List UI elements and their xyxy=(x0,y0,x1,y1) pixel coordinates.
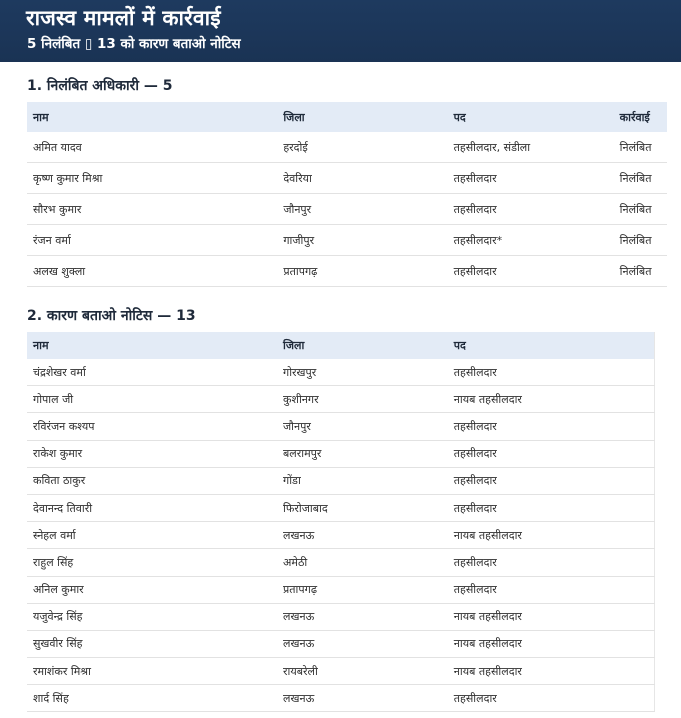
cell-name: अनिल कुमार xyxy=(27,576,277,603)
cell-post: नायब तहसीलदार xyxy=(448,386,655,413)
cell-post: नायब तहसीलदार xyxy=(448,522,655,549)
cell-name: रमाशंकर मिश्रा xyxy=(27,658,277,685)
cell-post: तहसीलदार* xyxy=(448,225,620,256)
cell-post: तहसीलदार xyxy=(448,440,655,467)
table-row xyxy=(27,132,667,163)
cell-district: फिरोजाबाद xyxy=(277,494,448,521)
table-row xyxy=(27,522,655,549)
column-header-district: जिला xyxy=(283,339,305,352)
cell-post: तहसीलदार xyxy=(448,256,620,287)
table-row xyxy=(27,630,655,657)
cell-post: तहसीलदार xyxy=(448,685,655,712)
cell-district: जौनपुर xyxy=(277,194,447,225)
cell-district: गोंडा xyxy=(277,467,448,494)
cell-action: निलंबित xyxy=(620,163,667,194)
cell-post: नायब तहसीलदार xyxy=(448,658,655,685)
cell-post: नायब तहसीलदार xyxy=(448,603,655,630)
column-header-post: पद xyxy=(453,339,466,352)
cell-post: तहसीलदार xyxy=(448,467,655,494)
cell-name: यजुवेन्द्र सिंह xyxy=(27,603,277,630)
cell-name: रविरंजन कश्यप xyxy=(27,413,277,440)
cell-district: प्रतापगढ़ xyxy=(277,256,447,287)
cell-post: नायब तहसीलदार xyxy=(448,630,655,657)
cell-district: अमेठी xyxy=(277,549,448,576)
cell-action: निलंबित xyxy=(620,225,667,256)
suspended-officers-table xyxy=(27,102,667,287)
cell-name: गोपाल जी xyxy=(27,386,277,413)
cell-post: तहसीलदार, संडीला xyxy=(448,132,620,163)
column-header-action: कार्रवाई xyxy=(619,110,650,124)
table-row xyxy=(27,658,655,685)
cell-district: जौनपुर xyxy=(277,413,448,440)
cell-post: तहसीलदार xyxy=(448,359,655,386)
cell-name: चंद्रशेखर वर्मा xyxy=(27,359,277,386)
cell-action: निलंबित xyxy=(620,194,667,225)
section-heading-suspended: 1. निलंबित अधिकारी — 5 xyxy=(27,78,173,94)
column-header-name: नाम xyxy=(33,339,49,352)
cell-name: सौरभ कुमार xyxy=(27,194,277,225)
section-heading-show-cause: 2. कारण बताओ नोटिस — 13 xyxy=(27,308,196,324)
table-row xyxy=(27,256,667,287)
column-header-post: पद xyxy=(453,110,466,124)
cell-action: निलंबित xyxy=(620,132,667,163)
table-row xyxy=(27,163,667,194)
table-row xyxy=(27,603,655,630)
cell-district: हरदोई xyxy=(277,132,447,163)
table-row xyxy=(27,440,655,467)
cell-district: लखनऊ xyxy=(277,603,448,630)
table-row xyxy=(27,685,655,712)
column-header-district: जिला xyxy=(283,110,305,124)
cell-post: तहसीलदार xyxy=(448,576,655,603)
cell-post: तहसीलदार xyxy=(448,494,655,521)
cell-district: कुशीनगर xyxy=(277,386,448,413)
show-cause-notice-body xyxy=(27,359,655,712)
cell-name: देवानन्द तिवारी xyxy=(27,494,277,521)
cell-name: रंजन वर्मा xyxy=(27,225,277,256)
table-row xyxy=(27,194,667,225)
cell-name: शार्द सिंह xyxy=(27,685,277,712)
page-title: राजस्व मामलों में कार्रवाई xyxy=(26,6,221,30)
cell-district: प्रतापगढ़ xyxy=(277,576,448,603)
cell-post: तहसीलदार xyxy=(448,549,655,576)
cell-post: तहसीलदार xyxy=(448,194,620,225)
table-row xyxy=(27,494,655,521)
cell-post: तहसीलदार xyxy=(448,163,620,194)
cell-district: लखनऊ xyxy=(277,630,448,657)
cell-district: गोरखपुर xyxy=(277,359,448,386)
show-cause-notice-table xyxy=(27,332,655,712)
cell-name: स्नेहल वर्मा xyxy=(27,522,277,549)
page-subtitle: 5 निलंबित ▯ 13 को कारण बताओ नोटिस xyxy=(27,36,241,52)
cell-district: गाजीपुर xyxy=(277,225,447,256)
table-row xyxy=(27,225,667,256)
cell-district: लखनऊ xyxy=(277,685,448,712)
cell-name: सुखवीर सिंह xyxy=(27,630,277,657)
cell-name: राहुल सिंह xyxy=(27,549,277,576)
cell-post: तहसीलदार xyxy=(448,413,655,440)
cell-name: अलख शुक्ला xyxy=(27,256,277,287)
cell-district: लखनऊ xyxy=(277,522,448,549)
column-header-name: नाम xyxy=(33,110,49,124)
table-row xyxy=(27,359,655,386)
suspended-officers-body xyxy=(27,132,667,287)
table-row xyxy=(27,386,655,413)
cell-district: रायबरेली xyxy=(277,658,448,685)
cell-district: बलरामपुर xyxy=(277,440,448,467)
table-row xyxy=(27,549,655,576)
cell-name: अमित यादव xyxy=(27,132,277,163)
table-row xyxy=(27,467,655,494)
header-banner xyxy=(0,0,681,62)
cell-district: देवरिया xyxy=(277,163,447,194)
table-header-row xyxy=(27,332,655,359)
table-header-row xyxy=(27,102,667,132)
cell-name: राकेश कुमार xyxy=(27,440,277,467)
cell-action: निलंबित xyxy=(620,256,667,287)
cell-name: कृष्ण कुमार मिश्रा xyxy=(27,163,277,194)
cell-name: कविता ठाकुर xyxy=(27,467,277,494)
table-row xyxy=(27,413,655,440)
table-row xyxy=(27,576,655,603)
